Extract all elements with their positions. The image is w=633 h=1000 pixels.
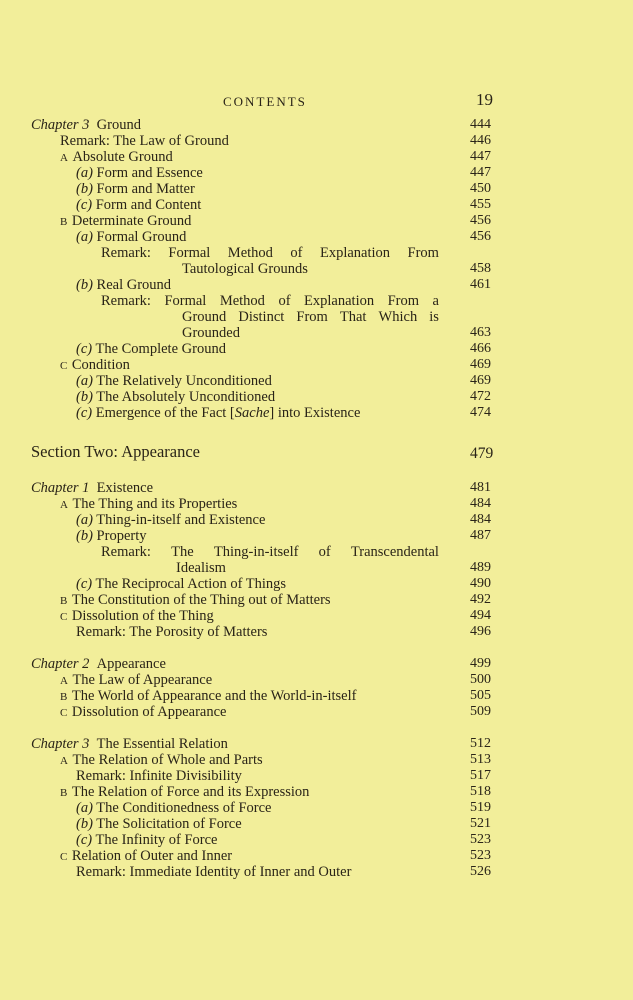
entry-text: Real Ground: [96, 277, 172, 293]
item-mark: (b): [76, 181, 93, 197]
page-ref: 447: [470, 149, 491, 164]
toc-entry-subsection: [0, 688, 633, 704]
page-ref: 456: [470, 229, 491, 244]
word: From: [296, 309, 328, 325]
page-ref: 494: [470, 608, 491, 623]
page-ref: 526: [470, 864, 491, 879]
word: Remark:: [101, 245, 151, 261]
word: That: [339, 309, 367, 325]
entry-text: Grounded: [182, 325, 240, 341]
word: Explanation: [304, 293, 375, 309]
toc-entry-remark-continued: [0, 309, 633, 325]
justified-line: [101, 245, 439, 261]
page-ref: 496: [470, 624, 491, 639]
toc-entry-item: [0, 341, 633, 357]
entry-text-italic: Sache: [234, 405, 270, 421]
word: Formal: [164, 293, 207, 309]
word: Method: [219, 293, 265, 309]
entry-text: Remark: The Law of Ground: [60, 133, 229, 149]
section-letter: C: [60, 851, 68, 863]
item-mark: (b): [76, 816, 93, 832]
toc-entry-remark: [0, 864, 633, 880]
chapter-title: Ground: [96, 117, 141, 133]
word: From: [407, 245, 439, 261]
word: of: [278, 293, 291, 309]
justified-line: [101, 293, 439, 309]
toc-entry-subsection: [0, 752, 633, 768]
entry-text: Form and Matter: [96, 181, 195, 197]
word: The: [171, 544, 194, 560]
word: Thing-in-itself: [213, 544, 299, 560]
page-ref: 469: [470, 373, 491, 388]
entry-text: Remark: Infinite Divisibility: [76, 768, 242, 784]
toc-entry-remark: [0, 133, 633, 149]
item-mark: (c): [76, 341, 93, 357]
section-letter: C: [60, 611, 68, 623]
table-of-contents: [0, 117, 633, 880]
section-letter: B: [60, 595, 68, 607]
word: is: [429, 309, 439, 325]
toc-entry-item: [0, 229, 633, 245]
toc-entry-item: [0, 405, 633, 421]
page-ref: 505: [470, 688, 491, 703]
page-ref: 469: [470, 357, 491, 372]
word: Explanation: [319, 245, 391, 261]
page-ref: 509: [470, 704, 491, 719]
toc-entry-item: [0, 277, 633, 293]
entry-text: The Thing and its Properties: [72, 496, 238, 512]
entry-text: Remark: Immediate Identity of Inner and Outer: [76, 864, 352, 880]
item-mark: (c): [76, 576, 93, 592]
item-mark: (a): [76, 229, 93, 245]
entry-text: Formal Ground: [96, 229, 187, 245]
item-mark: (c): [76, 832, 93, 848]
item-mark: (a): [76, 165, 93, 181]
word: Distinct: [238, 309, 285, 325]
chapter-label: Chapter 1: [31, 480, 90, 496]
word: Which: [378, 309, 418, 325]
page-ref: 447: [470, 165, 491, 180]
page-ref: 450: [470, 181, 491, 196]
toc-entry-remark-continued: [0, 261, 633, 277]
word: Remark:: [101, 544, 151, 560]
item-mark: (c): [76, 405, 93, 421]
page-number: 19: [476, 90, 493, 109]
entry-text: The Relation of Force and its Expression: [71, 784, 310, 800]
section-letter: C: [60, 707, 68, 719]
chapter-title: The Essential Relation: [96, 736, 228, 752]
entry-text: The Constitution of the Thing out of Matters: [71, 592, 331, 608]
page-ref: 466: [470, 341, 491, 356]
page-ref: 458: [470, 261, 491, 276]
page-ref: 521: [470, 816, 491, 831]
page-ref: 512: [470, 736, 491, 751]
section-letter: A: [60, 675, 69, 687]
toc-entry-subsection: [0, 784, 633, 800]
toc-entry-remark-continued: [0, 325, 633, 341]
page-ref: 519: [470, 800, 491, 815]
toc-entry-item: [0, 832, 633, 848]
page-ref: 472: [470, 389, 491, 404]
page-ref: 513: [470, 752, 491, 767]
entry-text: Emergence of the Fact [: [95, 405, 235, 421]
chapter-title: Appearance: [96, 656, 166, 672]
toc-entry-item: [0, 197, 633, 213]
page-ref: 463: [470, 325, 491, 340]
entry-text: Idealism: [176, 560, 226, 576]
page-ref: 518: [470, 784, 491, 799]
page-ref: 446: [470, 133, 491, 148]
section-letter: A: [60, 152, 69, 164]
toc-entry-chapter: [0, 480, 633, 496]
section-letter: B: [60, 216, 68, 228]
entry-text: The Complete Ground: [95, 341, 226, 357]
section-letter: C: [60, 360, 68, 372]
toc-entry-remark: [0, 293, 633, 309]
page-ref: 523: [470, 848, 491, 863]
page-ref: 523: [470, 832, 491, 847]
toc-entry-subsection: [0, 592, 633, 608]
chapter-title: Existence: [96, 480, 154, 496]
running-header: [0, 90, 633, 112]
page-ref: 479: [470, 445, 494, 462]
entry-text: Absolute Ground: [72, 149, 173, 165]
page-ref: 444: [470, 117, 491, 132]
page-ref: 481: [470, 480, 491, 495]
item-mark: (b): [76, 528, 93, 544]
section-letter: B: [60, 787, 68, 799]
toc-entry-subsection: [0, 672, 633, 688]
item-mark: (b): [76, 277, 93, 293]
toc-entry-subsection: [0, 848, 633, 864]
toc-entry-subsection: [0, 608, 633, 624]
toc-entry-remark: [0, 624, 633, 640]
toc-entry-subsection: [0, 496, 633, 512]
entry-text: The Infinity of Force: [95, 832, 218, 848]
page-ref: 456: [470, 213, 491, 228]
entry-text: Remark: The Porosity of Matters: [76, 624, 268, 640]
running-title: CONTENTS: [223, 94, 307, 109]
toc-entry-item: [0, 389, 633, 405]
toc-entry-remark: [0, 768, 633, 784]
word: Remark:: [101, 293, 151, 309]
toc-entry-subsection: [0, 149, 633, 165]
page-ref: 487: [470, 528, 491, 543]
page-ref: 517: [470, 768, 491, 783]
toc-entry-subsection: [0, 213, 633, 229]
word: of: [318, 544, 331, 560]
toc-entry-section: [0, 441, 633, 463]
section-letter: A: [60, 499, 69, 511]
word: a: [432, 293, 439, 309]
entry-text: The Solicitation of Force: [96, 816, 242, 832]
item-mark: (a): [76, 373, 93, 389]
page-ref: 461: [470, 277, 491, 292]
entry-text: The Absolutely Unconditioned: [96, 389, 276, 405]
word: Method: [227, 245, 273, 261]
entry-text: The World of Appearance and the World-in-itself: [71, 688, 357, 704]
page-ref: 489: [470, 560, 491, 575]
item-mark: (b): [76, 389, 93, 405]
entry-text: The Law of Appearance: [72, 672, 213, 688]
entry-text: Property: [96, 528, 147, 544]
toc-entry-item: [0, 373, 633, 389]
entry-text: Tautological Grounds: [182, 261, 308, 277]
entry-text: The Relation of Whole and Parts: [72, 752, 263, 768]
toc-entry-item: [0, 181, 633, 197]
page-ref: 490: [470, 576, 491, 591]
word: Transcendental: [350, 544, 439, 560]
entry-text: ] into Existence: [269, 405, 361, 421]
toc-entry-remark: [0, 245, 633, 261]
chapter-label: Chapter 3: [31, 117, 90, 133]
entry-text: Dissolution of the Thing: [71, 608, 214, 624]
entry-text: Condition: [71, 357, 130, 373]
entry-text: The Reciprocal Action of Things: [95, 576, 287, 592]
entry-text: Determinate Ground: [71, 213, 192, 229]
word: Formal: [168, 245, 211, 261]
toc-entry-item: [0, 576, 633, 592]
toc-entry-item: [0, 528, 633, 544]
entry-text: Relation of Outer and Inner: [71, 848, 233, 864]
toc-entry-item: [0, 512, 633, 528]
toc-entry-chapter: [0, 656, 633, 672]
chapter-label: Chapter 2: [31, 656, 90, 672]
entry-text: Thing-in-itself and Existence: [96, 512, 266, 528]
item-mark: (a): [76, 512, 93, 528]
toc-entry-subsection: [0, 704, 633, 720]
section-title: Section Two: Appearance: [31, 442, 200, 461]
entry-text: The Relatively Unconditioned: [96, 373, 272, 389]
toc-entry-remark-continued: [0, 560, 633, 576]
section-letter: A: [60, 755, 69, 767]
page-ref: 455: [470, 197, 491, 212]
toc-entry-remark: [0, 544, 633, 560]
page-ref: 474: [470, 405, 491, 420]
toc-entry-item: [0, 165, 633, 181]
justified-line: [182, 309, 439, 325]
item-mark: (c): [76, 197, 93, 213]
section-letter: B: [60, 691, 68, 703]
page-ref: 499: [470, 656, 491, 671]
item-mark: (a): [76, 800, 93, 816]
word: of: [290, 245, 303, 261]
toc-entry-chapter: [0, 736, 633, 752]
page-ref: 484: [470, 496, 491, 511]
chapter-label: Chapter 3: [31, 736, 90, 752]
entry-text: Dissolution of Appearance: [71, 704, 227, 720]
word: From: [387, 293, 420, 309]
toc-entry-subsection: [0, 357, 633, 373]
entry-text: The Conditionedness of Force: [96, 800, 272, 816]
page-ref: 500: [470, 672, 491, 687]
page-ref: 484: [470, 512, 491, 527]
page-ref: 492: [470, 592, 491, 607]
entry-text: Form and Content: [95, 197, 202, 213]
toc-entry-item: [0, 800, 633, 816]
entry-text: Form and Essence: [96, 165, 203, 181]
toc-entry-item: [0, 816, 633, 832]
word: Ground: [182, 309, 227, 325]
justified-line: [101, 544, 439, 560]
toc-entry-chapter: [0, 117, 633, 133]
